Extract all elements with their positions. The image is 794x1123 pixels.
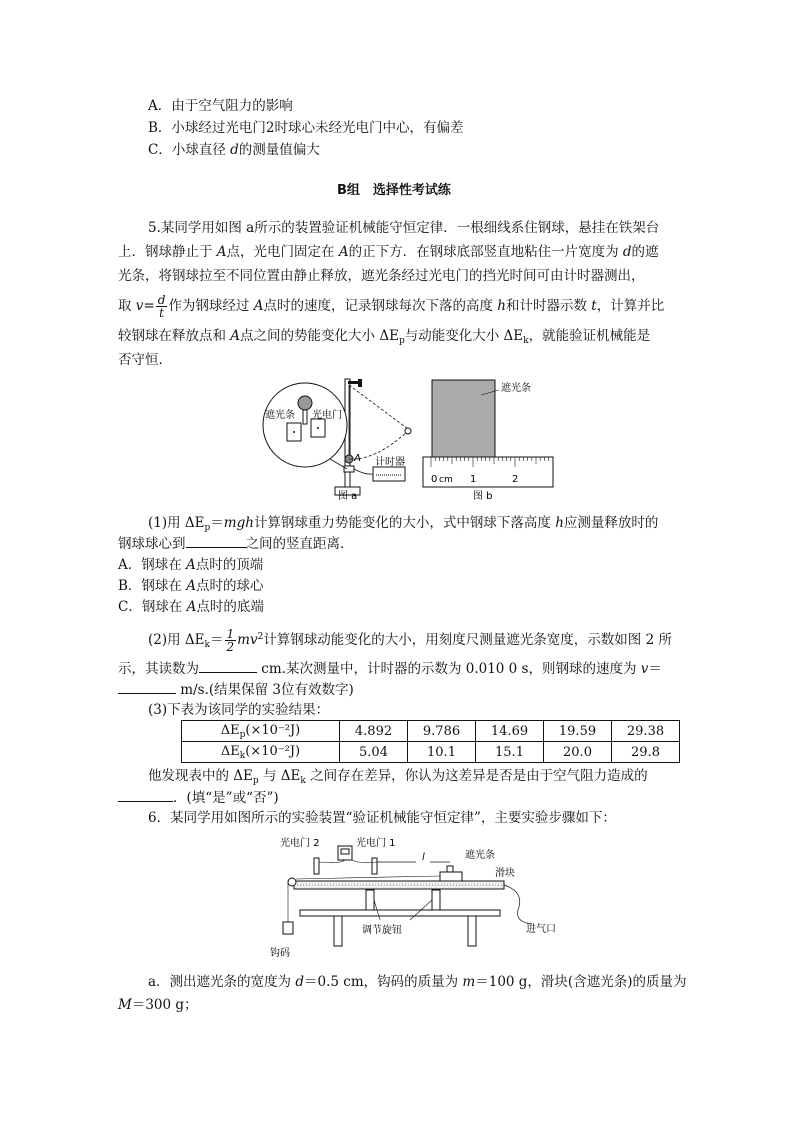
q5-line3: 光条，将钢球拉至不同位置由静止释放，遮光条经过光电门的挡光时间可由计时器测出， <box>118 268 645 284</box>
timer-wire <box>354 469 373 474</box>
p2-line3: m/s.(结果保留 3位有效数字) <box>118 681 354 699</box>
option-a: A．由于空气阻力的影响 <box>148 98 293 114</box>
blank-3[interactable] <box>118 693 176 694</box>
p3-intro: (3)下表为该同学的实验结果： <box>148 702 330 718</box>
fraction-half: $\frac{1}{2}$ <box>226 627 235 654</box>
shading-strip <box>432 380 495 457</box>
zoom-dot-right <box>317 427 319 429</box>
label-l: l <box>422 852 425 863</box>
knob-left <box>366 890 374 910</box>
q5-line2: 上．钢球静止于 A点，光电门固定在 A的正下方．在钢球底部竖直地粘住一片宽度为 d的遮 <box>118 244 659 260</box>
q5-line6: 否守恒． <box>118 352 172 368</box>
released-ball <box>405 428 411 434</box>
table-cell: 19.59 <box>544 721 612 742</box>
qa-line1: a．测出遮光条的宽度为 d＝0.5 cm，钩码的质量为 m＝100 g，滑块(含遮光条)的质量为 <box>148 974 687 990</box>
zoom-ball <box>298 396 312 410</box>
caption-a: 图 a <box>338 491 358 502</box>
timer-box <box>373 467 405 481</box>
caption-b: 图 b <box>473 491 493 502</box>
table-cell: 9.786 <box>408 721 476 742</box>
q5-line1: 5.某同学用如图 a所示的装置验证机械能守恒定律．一根细线系住钢球，悬挂在铁架台 <box>148 220 660 236</box>
table-cell: 4.892 <box>340 721 408 742</box>
label-timer: 计时器 <box>375 457 405 468</box>
gate2 <box>314 858 319 874</box>
label-knob: 调节旋钮 <box>362 925 402 936</box>
zoom-dot-left <box>293 431 295 433</box>
p3-line1: 他发现表中的 $\Delta E_p$ 与 $\Delta E_k$ 之间存在差异，你认为这差异是否是由于空气阻力造成的 <box>148 768 648 786</box>
section-title: B组 选择性考试练 <box>337 183 451 198</box>
label-gate: 光电门 <box>312 410 342 421</box>
table-top <box>300 910 500 916</box>
fraction-d-over-t: $\frac{d}{t}$ <box>157 293 166 320</box>
slider <box>440 872 462 881</box>
label-inlet: 进气口 <box>526 924 556 935</box>
row-header-ep: $\Delta E_p(\times 10^{-2}J)$ <box>182 721 340 742</box>
clamp <box>358 379 362 387</box>
option-b: B．小球经过光电门2时球心未经光电门中心，有偏差 <box>148 120 464 136</box>
zoom-strip <box>303 410 307 424</box>
option-c: C．小球直径 d的测量值偏大 <box>148 142 320 158</box>
table-leg-right <box>468 916 476 946</box>
ruler-2: 2 <box>512 474 519 485</box>
p2-line1: (2)用 $\Delta E_k=$ $\frac{1}{2}$ $mv^2$计算钢球动能变化的大小，用刻度尺测量遮光条宽度，示数如图 2 所 <box>148 627 672 654</box>
strip-on-slider <box>447 866 453 872</box>
label-a: A <box>354 453 361 464</box>
thread <box>296 876 440 879</box>
gate1 <box>372 858 377 874</box>
p2-line2: 示，其读数为 cm.某次测量中，计时器的示数为 0.010 0 s，则钢球的速度为 v＝ <box>118 661 662 677</box>
label-slider: 滑块 <box>495 868 515 879</box>
label-gate2: 光电门 2 <box>280 838 320 849</box>
weight <box>283 922 293 934</box>
swing-line <box>349 385 408 429</box>
figure-air-track <box>270 832 570 962</box>
ruler-1: 1 <box>470 474 477 485</box>
table-cell: 5.04 <box>340 742 408 763</box>
results-table <box>181 720 680 763</box>
qa-line2: M＝300 g； <box>118 997 198 1013</box>
label-shade: 遮光条 <box>265 410 295 421</box>
p3-line2: ．(填“是”或“否”) <box>118 789 279 807</box>
table-cell: 15.1 <box>476 742 544 763</box>
magnifier-pointer <box>330 459 347 469</box>
label-strip-b: 遮光条 <box>501 383 531 394</box>
p1-option-b: B．钢球在 A点时的球心 <box>118 578 264 594</box>
row-header-ek: $\Delta E_k(\times 10^{-2}J)$ <box>182 742 340 763</box>
p1-line2: 钢球球心到 之间的竖直距离． <box>118 536 354 552</box>
blank-2[interactable] <box>199 672 257 673</box>
table-leg-left <box>334 916 342 946</box>
table-cell: 29.38 <box>612 721 680 742</box>
table-cell: 20.0 <box>544 742 612 763</box>
ruler-0: 0 <box>431 474 438 485</box>
q6-line1: 6．某同学用如图所示的实验装置“验证机械能守恒定律”，主要实验步骤如下： <box>148 810 616 826</box>
p1-option-a: A．钢球在 A点时的顶端 <box>118 557 264 573</box>
label-strip: 遮光条 <box>465 850 495 861</box>
q5-line4: 取 v= $\frac{d}{t}$ 作为钢球经过 A点时的速度，记录钢球每次下落的高度 h和计时器示数 t，计算并比 <box>118 293 665 320</box>
label-weight: 钩码 <box>270 948 290 959</box>
knob-right <box>432 890 440 910</box>
table-row <box>182 721 680 742</box>
timer-screen <box>341 849 349 854</box>
blank-1[interactable] <box>186 547 246 548</box>
p1-option-c: C．钢球在 A点时的底端 <box>118 599 264 615</box>
photogate-small <box>344 466 354 472</box>
blank-4[interactable] <box>118 801 173 802</box>
pulley <box>288 878 296 886</box>
table-row <box>182 742 680 763</box>
p1-line1: (1)用 $\Delta E_p=mgh$计算钢球重力势能变化的大小，式中钢球下落高度 h应测量释放时的 <box>148 515 659 533</box>
table-cell: 14.69 <box>476 721 544 742</box>
figure-ab <box>255 375 560 505</box>
label-gate1: 光电门 1 <box>356 838 396 849</box>
table-cell: 10.1 <box>408 742 476 763</box>
air-hose <box>504 885 532 924</box>
table-cell: 29.8 <box>612 742 680 763</box>
ruler-unit: cm <box>439 475 453 485</box>
q5-line5: 较钢球在释放点和 A点之间的势能变化大小 $\Delta E_p$与动能变化大小 $\Delta E_k$，就能验证机械能是 <box>118 328 651 346</box>
